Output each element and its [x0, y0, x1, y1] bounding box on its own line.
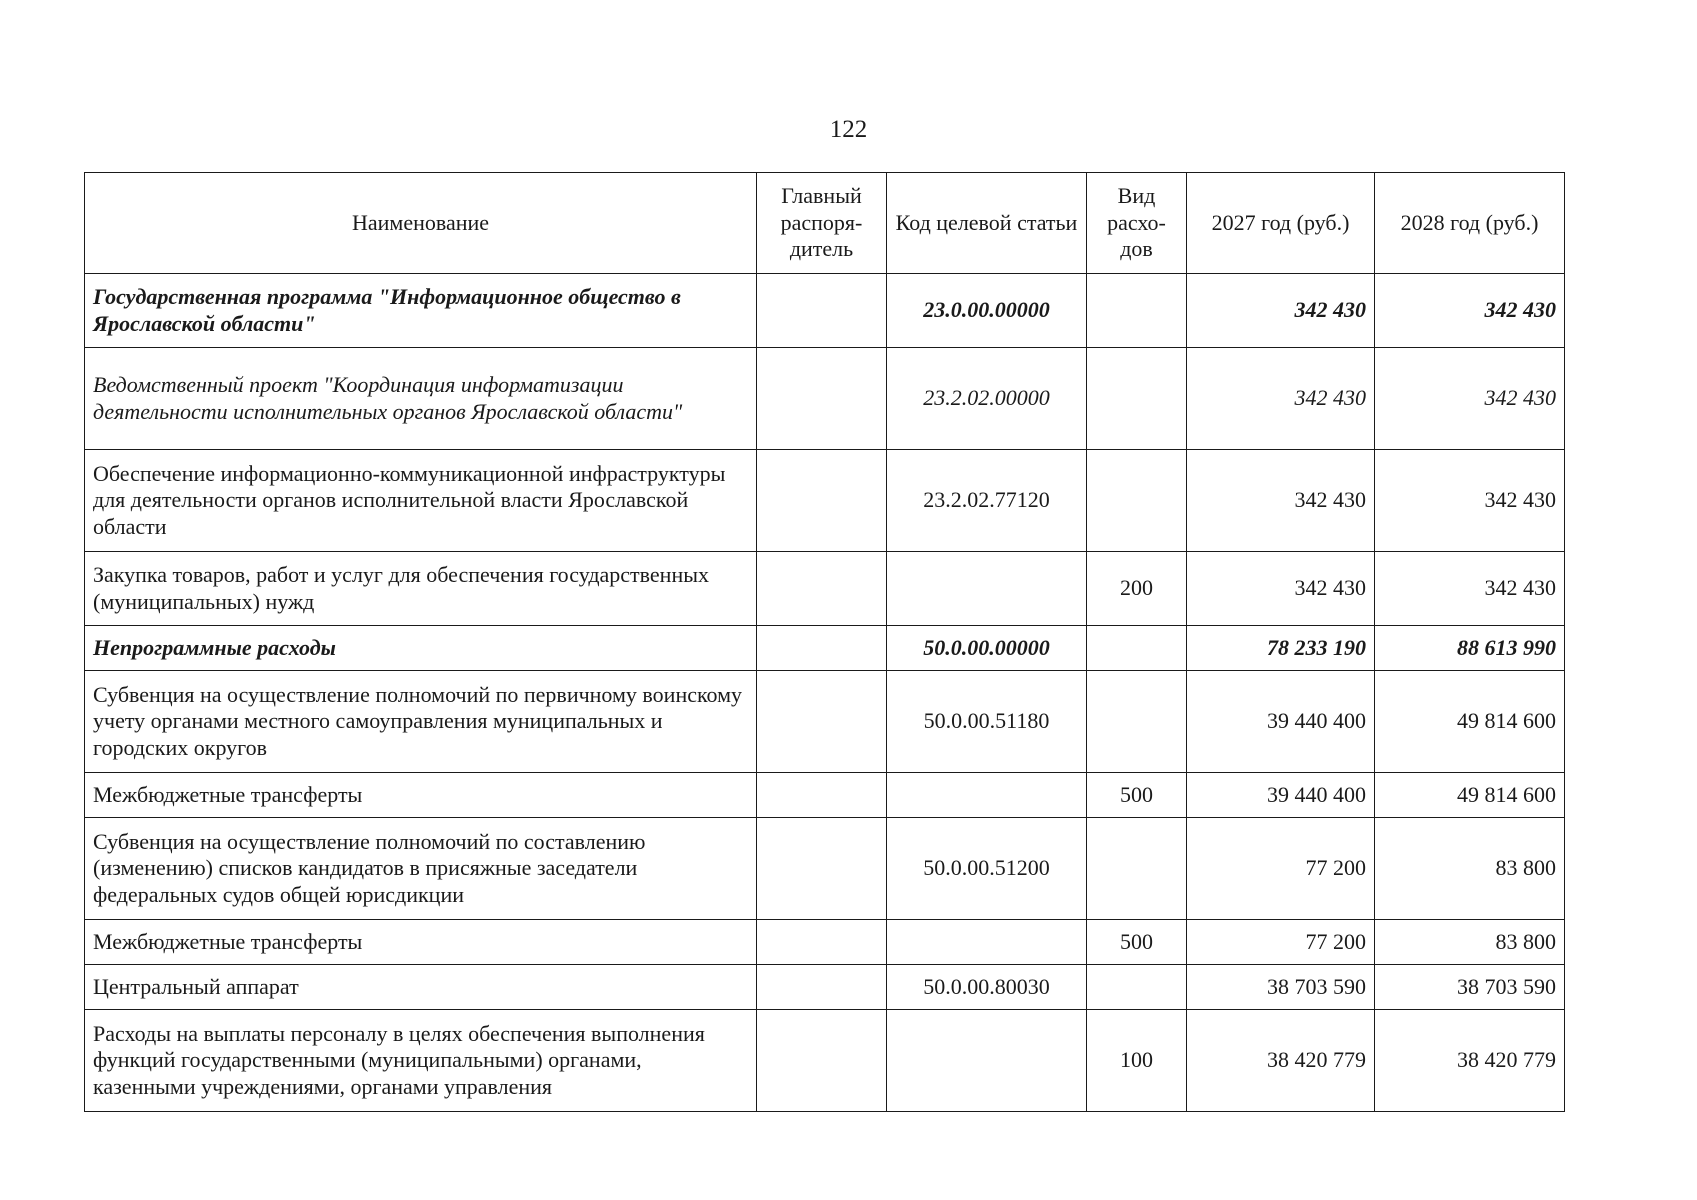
row-kind: 100 [1087, 1010, 1187, 1112]
row-kind: 500 [1087, 773, 1187, 818]
row-code: 23.0.00.00000 [887, 274, 1087, 348]
table-row [85, 920, 1565, 965]
row-2027: 39 440 400 [1187, 773, 1375, 818]
header-kind: Вид расхо-дов [1087, 173, 1187, 274]
row-kind: 500 [1087, 920, 1187, 965]
header-code: Код целевой статьи [887, 173, 1087, 274]
row-2027: 77 200 [1187, 818, 1375, 920]
row-name: Субвенция на осуществление полномочий по составлению (изменению) списков кандидатов в присяжные заседатели федеральных судов общей юрисдикции [85, 818, 757, 920]
row-kind [1087, 965, 1187, 1010]
table-header-row [85, 173, 1565, 274]
row-kind [1087, 450, 1187, 552]
row-2028: 38 420 779 [1375, 1010, 1565, 1112]
row-code [887, 1010, 1087, 1112]
row-name: Субвенция на осуществление полномочий по первичному воинскому учету органами местного самоуправления муниципальных и городских округов [85, 671, 757, 773]
row-code: 50.0.00.80030 [887, 965, 1087, 1010]
row-code: 50.0.00.00000 [887, 626, 1087, 671]
row-2027: 38 703 590 [1187, 965, 1375, 1010]
header-2027: 2027 год (руб.) [1187, 173, 1375, 274]
row-code: 23.2.02.77120 [887, 450, 1087, 552]
row-2028: 49 814 600 [1375, 773, 1565, 818]
row-admin [757, 450, 887, 552]
budget-table [84, 172, 1565, 1112]
row-name: Межбюджетные трансферты [85, 920, 757, 965]
row-admin [757, 348, 887, 450]
header-admin: Главный распоря-дитель [757, 173, 887, 274]
table-row [85, 1010, 1565, 1112]
table-row [85, 965, 1565, 1010]
row-2027: 77 200 [1187, 920, 1375, 965]
row-2028: 38 703 590 [1375, 965, 1565, 1010]
row-code [887, 920, 1087, 965]
table-row [85, 671, 1565, 773]
row-2028: 342 430 [1375, 274, 1565, 348]
row-2028: 83 800 [1375, 818, 1565, 920]
row-name: Межбюджетные трансферты [85, 773, 757, 818]
table-row [85, 773, 1565, 818]
row-kind [1087, 274, 1187, 348]
row-name: Ведомственный проект "Координация информатизации деятельности исполнительных органов Ярославской области" [85, 348, 757, 450]
table-row [85, 274, 1565, 348]
row-kind [1087, 671, 1187, 773]
table-row [85, 626, 1565, 671]
row-code [887, 773, 1087, 818]
row-admin [757, 920, 887, 965]
row-code: 50.0.00.51200 [887, 818, 1087, 920]
row-admin [757, 671, 887, 773]
row-2027: 342 430 [1187, 348, 1375, 450]
table-row [85, 552, 1565, 626]
row-code [887, 552, 1087, 626]
row-2027: 342 430 [1187, 450, 1375, 552]
row-admin [757, 274, 887, 348]
row-kind [1087, 626, 1187, 671]
row-2028: 88 613 990 [1375, 626, 1565, 671]
row-2027: 39 440 400 [1187, 671, 1375, 773]
table-row [85, 450, 1565, 552]
row-kind: 200 [1087, 552, 1187, 626]
row-2027: 78 233 190 [1187, 626, 1375, 671]
row-admin [757, 626, 887, 671]
row-name: Центральный аппарат [85, 965, 757, 1010]
row-2027: 342 430 [1187, 552, 1375, 626]
row-2028: 49 814 600 [1375, 671, 1565, 773]
page-number: 122 [829, 116, 868, 143]
row-name: Непрограммные расходы [85, 626, 757, 671]
row-2028: 342 430 [1375, 348, 1565, 450]
row-2027: 342 430 [1187, 274, 1375, 348]
row-2028: 342 430 [1375, 552, 1565, 626]
row-name: Закупка товаров, работ и услуг для обеспечения государственных (муниципальных) нужд [85, 552, 757, 626]
row-2027: 38 420 779 [1187, 1010, 1375, 1112]
table-row [85, 818, 1565, 920]
row-name: Государственная программа "Информационное общество в Ярославской области" [85, 274, 757, 348]
row-2028: 83 800 [1375, 920, 1565, 965]
row-code: 50.0.00.51180 [887, 671, 1087, 773]
row-kind [1087, 348, 1187, 450]
row-2028: 342 430 [1375, 450, 1565, 552]
row-admin [757, 818, 887, 920]
header-2028: 2028 год (руб.) [1375, 173, 1565, 274]
row-admin [757, 965, 887, 1010]
row-admin [757, 1010, 887, 1112]
row-admin [757, 552, 887, 626]
row-name: Обеспечение информационно-коммуникационной инфраструктуры для деятельности органов исполнительной власти Ярославской области [85, 450, 757, 552]
row-code: 23.2.02.00000 [887, 348, 1087, 450]
header-name: Наименование [85, 173, 757, 274]
row-kind [1087, 818, 1187, 920]
row-name: Расходы на выплаты персоналу в целях обеспечения выполнения функций государственными (муниципальными) органами, казенными учреждениями, органами управления [85, 1010, 757, 1112]
row-admin [757, 773, 887, 818]
table-row [85, 348, 1565, 450]
